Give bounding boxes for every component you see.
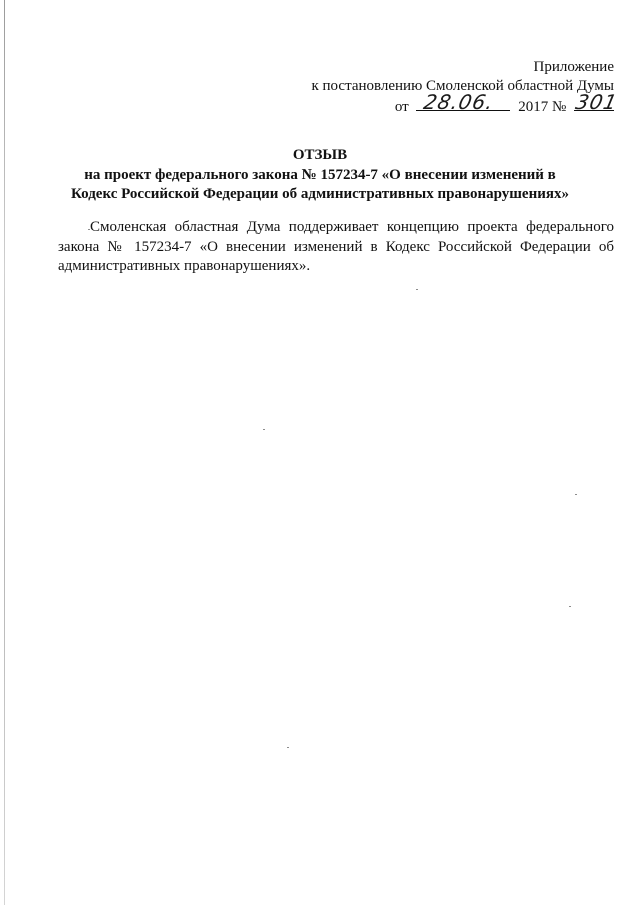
appendix-label: Приложение [533, 59, 614, 75]
scan-speck [88, 229, 90, 230]
scan-speck [416, 289, 418, 290]
scan-speck [569, 606, 571, 607]
title-line-1: на проект федерального закона № 157234-7 «О внесении изменений в [84, 167, 556, 183]
scan-speck [287, 747, 289, 748]
appendix-resolution-reference: к постановлению Смоленской областной Думы [311, 78, 614, 94]
body-paragraph: Смоленская областная Дума поддерживает концепцию проекта федерального закона № 157234-7 «О внесении изменений в Кодекс Российской Федерации об административных правонарушениях». [58, 219, 614, 274]
title-line-2: Кодекс Российской Федерации об административных правонарушениях» [71, 186, 569, 202]
date-prefix: от [394, 99, 409, 115]
title-heading: ОТЗЫВ [292, 147, 348, 163]
date-fill-line [416, 90, 510, 114]
appendix-header [311, 58, 620, 117]
scan-speck [263, 429, 265, 430]
scan-speck [575, 494, 577, 495]
handwritten-date: 28.06. [421, 90, 497, 114]
year-and-number-label: 2017 № [518, 99, 567, 115]
scan-edge-line [4, 0, 5, 905]
number-fill-line [573, 90, 620, 114]
document-title [40, 146, 600, 204]
appendix-date-line [311, 90, 620, 117]
handwritten-number: 301 [573, 90, 620, 114]
